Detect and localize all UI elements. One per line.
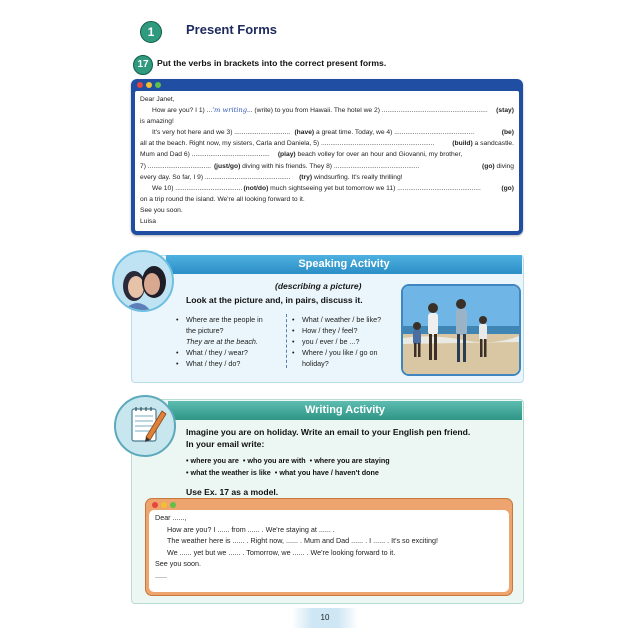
letter-line: Mum and Dad 6) .......................................... (play) beach volley for over an hour and Giovanni, my brother, [140,151,463,159]
letter-line: all at the beach. Right now, my sisters, Carla and Daniela, 5) ............................................................. (build) a sandcastle. [140,140,514,148]
example-answer: 'm writing [212,106,247,115]
window-maximize-dot [170,502,176,508]
letter-window-titlebar [131,79,523,91]
letter-line: See you soon. [140,206,183,214]
writing-bullets-row-1: • where you are • who you are with • where you are staying [186,456,390,465]
exercise-instruction: Put the verbs in brackets into the correct present forms. [157,58,387,68]
email-signature: ...... [155,570,167,580]
window-maximize-dot [155,82,161,88]
window-minimize-dot [161,502,167,508]
exercise-number-badge: 17 [133,55,153,75]
list-item: • How / they / feel? [292,326,358,335]
speaking-prompts-right [292,314,397,369]
letter-window [131,79,523,235]
list-item: • Where are the people in [176,315,263,324]
letter-line: How are you? I 1) ... 'm writing ... (write) to you from Hawaii. The hotel we 2) ......................................................... (stay) [140,105,514,116]
window-close-dot [152,502,158,508]
speaking-faces-icon [112,250,174,312]
email-template-window [145,498,513,596]
letter-line: on a trip round the island. We're all looking forward to it. [140,195,305,203]
list-item: • What / they / do? [176,359,241,368]
email-window-titlebar [146,499,512,510]
unit-number-badge: 1 [140,21,162,43]
email-line: See you soon. [155,559,201,569]
page-number: 10 [292,608,358,628]
letter-body [135,91,519,231]
writing-model-note: Use Ex. 17 as a model. [186,487,279,497]
letter-line: We 10) .................................... (not/do) much sightseeing yet but tomorrow we 11) ............................................. (go) [152,184,514,192]
list-item: • What / weather / be like? [292,315,382,324]
notepad-pencil-icon [114,395,176,457]
email-line: We ...... yet but we ...... . Tomorrow, we ...... . We're looking forward to it. [167,547,396,557]
list-item: • you / ever / be ...? [292,337,360,346]
writing-bullets-row-2: • what the weather is like • what you have / haven't done [186,468,379,477]
email-template-body [149,510,509,592]
email-greeting: Dear ......, [155,513,187,522]
speaking-instruction: Look at the picture and, in pairs, discuss it. [186,295,363,305]
letter-line: It's very hot here and we 3) .............................. (have) a great time. Today, we 4) ........................................... (be) [152,129,514,137]
email-line: How are you? I ...... from ...... . We're staying at ...... . [167,524,335,534]
speaking-prompts-left [176,314,280,369]
list-item: the picture? [186,326,224,335]
letter-line: 7) .................................. (just/go) diving with his friends. They 8) .............................................. (go) diving [140,162,514,170]
letter-greeting: Dear Janet, [140,96,175,103]
list-item: • Where / you like / go on [292,348,378,357]
window-minimize-dot [146,82,152,88]
list-item: holiday? [302,359,329,368]
list-item: They are at the beach. [186,337,258,346]
beach-family-photo [401,284,521,376]
column-divider [286,314,287,368]
speaking-subtitle: (describing a picture) [275,281,362,291]
letter-line: every day. So far, I 9) .............................................. (try) windsurfing. It's really thrilling! [140,173,403,181]
email-line: The weather here is ...... . Right now, ...... . Mum and Dad ...... . I ...... . It's so exciting! [167,536,439,546]
writing-activity-title: Writing Activity [168,401,522,420]
writing-instruction: Imagine you are on holiday. Write an email to your English pen friend. In your email write: [186,427,471,449]
list-item: • What / they / wear? [176,348,248,357]
letter-line: is amazing! [140,118,174,126]
speaking-activity-title: Speaking Activity [166,255,522,274]
unit-title: Present Forms [186,22,278,37]
letter-signature: Luisa [140,218,156,226]
window-close-dot [137,82,143,88]
